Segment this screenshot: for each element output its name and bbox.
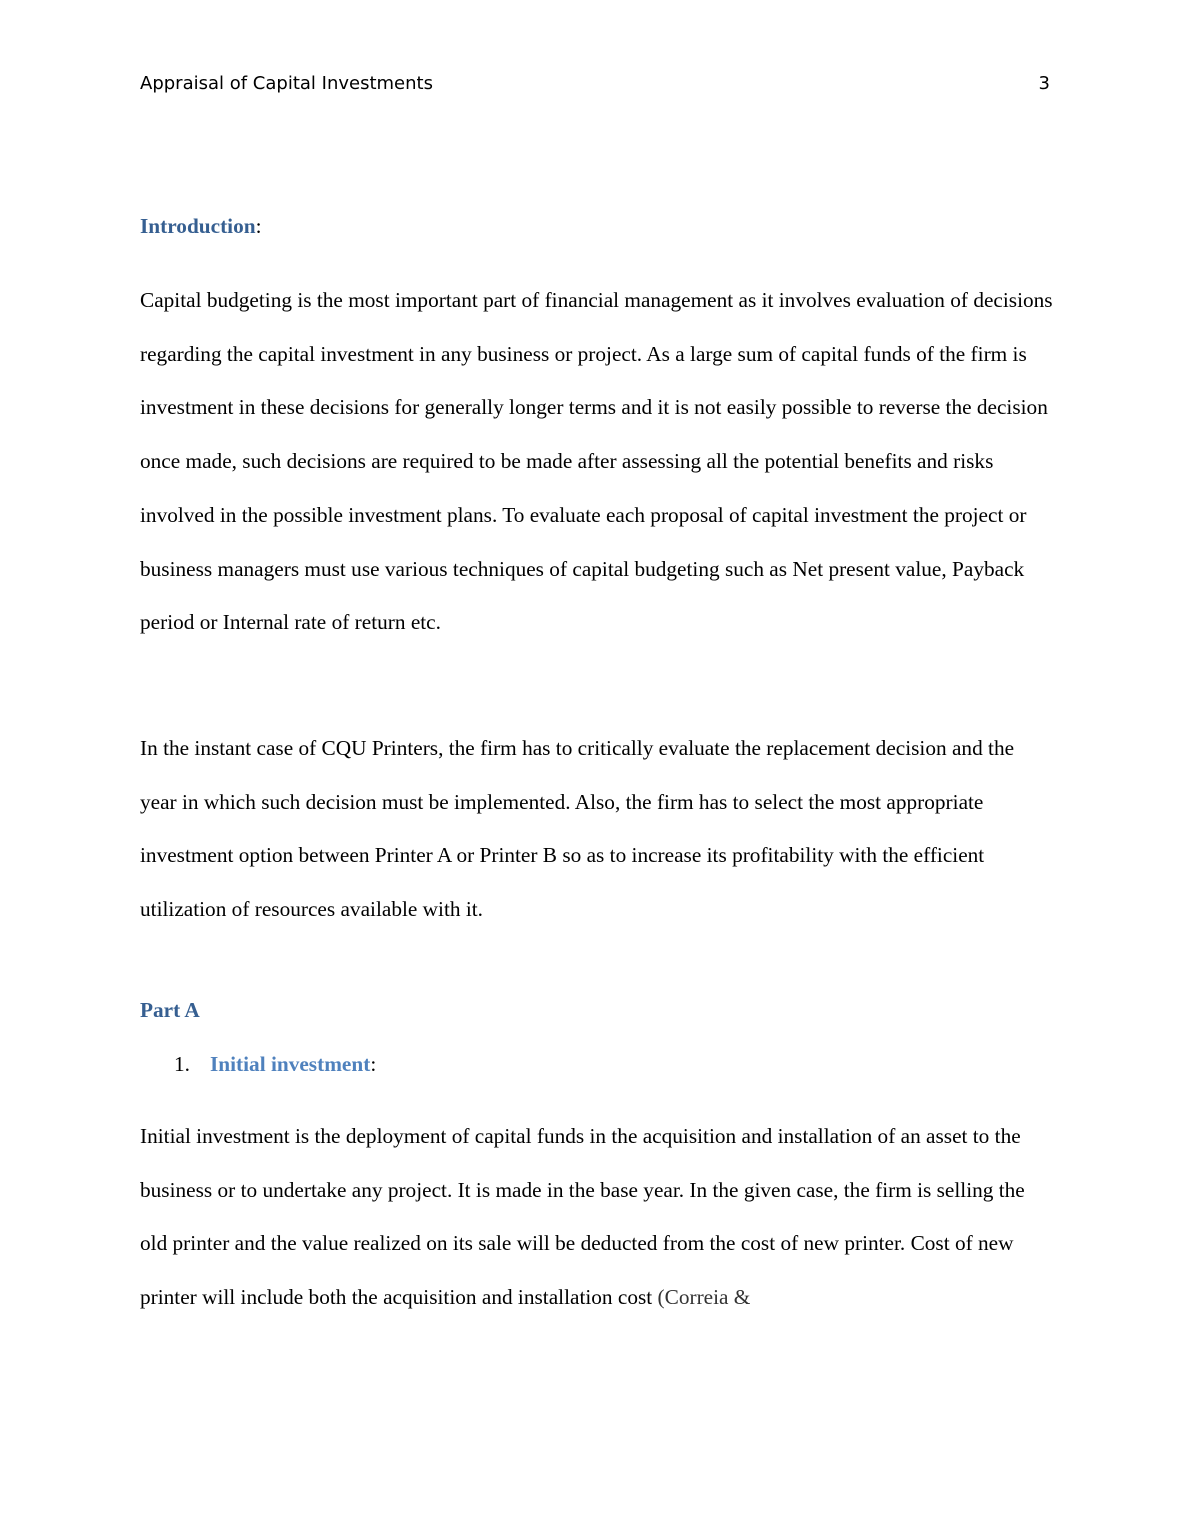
- initial-investment-text: Initial investment is the deployment of capital funds in the acquisition and installation of an asset to the business or to undertake any project. It is made in the base year. In the given case, the firm is selling the old printer and the value realized on its sale will be deducted from the cost of new printer. Cost of new printer will include both the acquisition and installation cost: [140, 1124, 1025, 1310]
- initial-investment-colon: :: [370, 1052, 377, 1076]
- running-head: Appraisal of Capital Investments: [140, 73, 433, 94]
- introduction-paragraph-1: Capital budgeting is the most important part of financial management as it involves evaluation of decisions regarding the capital investment in any business or project. As a large sum of capital funds of the firm is investment in these decisions for generally longer terms and it is not easily possible to reverse the decision once made, such decisions are required to be made after assessing all the potential benefits and risks involved in the possible investment plans. To evaluate each proposal of capital investment the project or business managers must use various techniques of capital budgeting such as Net present value, Payback period or Internal rate of return etc.: [140, 288, 1053, 635]
- initial-investment-list-item: [174, 1050, 376, 1078]
- initial-investment-paragraph: [140, 1110, 1055, 1325]
- introduction-paragraph-2: In the instant case of CQU Printers, the firm has to critically evaluate the replacement decision and the year in which such decision must be implemented. Also, the firm has to select the most appropriate investment option between Printer A or Printer B so as to increase its profitability with the efficient utilization of resources available with it.: [140, 736, 1015, 922]
- introduction-heading: [140, 212, 262, 240]
- page-number: 3: [1038, 73, 1050, 94]
- list-number: 1.: [174, 1052, 190, 1076]
- part-a-heading: [140, 996, 200, 1024]
- part-a-heading-text: Part A: [140, 998, 200, 1022]
- introduction-heading-colon: :: [255, 214, 262, 238]
- initial-investment-heading: Initial investment: [210, 1052, 371, 1076]
- citation-text: (Correia &: [657, 1285, 751, 1310]
- introduction-heading-text: Introduction: [140, 214, 256, 238]
